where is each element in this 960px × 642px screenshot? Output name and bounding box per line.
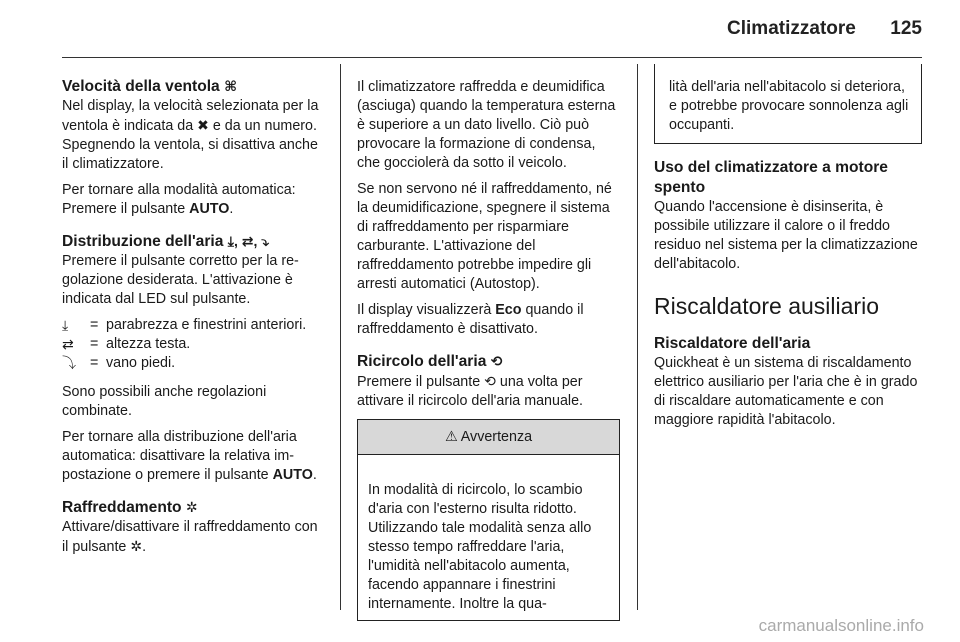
list-item: ⤓ = parabrezza e finestrini anteriori.: [62, 317, 307, 333]
snowflake-icon: ✲: [185, 499, 198, 515]
head-level-icon: ⇄: [62, 336, 74, 352]
warning-body: In modalità di ricircolo, lo scambio d'aria con l'esterno risulta ridotto. Utilizzando tale modalità senza allo stesso tempo raffreddare l'aria, l'umidità nell'abitacolo aumenta, facendo appannare i finestrini internamente. Inoltre la qua-: [368, 482, 592, 612]
air-distribution-icons: ⤓, ⇄, ⤵: [227, 233, 270, 249]
air-heater-heading: Riscaldatore dell'aria: [654, 335, 811, 352]
snowflake-icon: ✲: [130, 538, 143, 554]
warning-title: Avvertenza: [460, 429, 533, 445]
cooling-paragraph-3: Se non servono né il raffreddamento, né la deumidificazione, spegnere il sistema di raffreddamento per risparmiare carburante. L'attivazione del raffreddamento potrebbe impedire gli arresti automatici (Autostop).: [357, 181, 612, 292]
engine-off-heading: Uso del climatizzatore a motore spento: [654, 159, 888, 196]
column-divider: [340, 64, 341, 610]
page-number: 125: [890, 18, 922, 39]
fan-speed-heading: Velocità della ventola ⌘: [62, 78, 238, 95]
list-item: ⇄ = altezza testa.: [62, 336, 191, 352]
column-2: [357, 64, 620, 610]
cooling-heading: Raffreddamento ✲: [62, 499, 198, 516]
fan-icon: ⌘: [224, 78, 238, 94]
warning-icon: ⚠: [444, 429, 458, 445]
recirculation-icon: ⟲: [490, 353, 503, 369]
column-1: [62, 64, 324, 610]
warning-box: [357, 419, 620, 621]
warning-box-continued: lità dell'aria nell'abitacolo si deteriora, e potrebbe provocare sonnolenza agli occupanti.: [654, 64, 922, 144]
header-rule: [62, 57, 922, 58]
recirculation-paragraph: Premere il pulsante ⟲ una volta per attivare il ricircolo dell'aria manuale.: [357, 373, 584, 409]
recirculation-icon: ⟲: [484, 373, 496, 389]
cooling-paragraph-4: Il display visualizzerà Eco quando il raffreddamento è disattivato.: [357, 302, 584, 337]
distribution-paragraph-1: Premere il pulsante corretto per la regolazione desiderata. L'attivazione è indicata dal LED sul pulsante.: [62, 253, 299, 307]
recirculation-heading: Ricircolo dell'aria ⟲: [357, 353, 503, 370]
air-heater-paragraph: Quickheat è un sistema di riscaldamento elettrico ausiliario per l'aria che è in grado di riscaldare automaticamente e con maggiore rapidità l'abitacolo.: [654, 355, 918, 428]
auxiliary-heater-heading: Riscaldatore ausiliario: [654, 293, 879, 319]
page-header: [727, 18, 922, 48]
engine-off-paragraph: Quando l'accensione è disinserita, è possibile utilizzare il calore o il freddo residuo nel sistema per la climatizzazione dell'abitacolo.: [654, 199, 918, 272]
cooling-paragraph: Attivare/disattivare il raffreddamento con il pulsante ✲.: [62, 519, 318, 555]
column-divider: [637, 64, 638, 610]
fan-paragraph-2: Per tornare alla modalità automatica: Premere il pulsante AUTO.: [62, 182, 296, 217]
chapter-title: Climatizzatore: [727, 18, 856, 39]
warning-header: [358, 420, 619, 455]
windscreen-icon: ⤓: [62, 317, 69, 333]
column-3: [654, 64, 922, 610]
air-distribution-heading: Distribuzione dell'aria ⤓, ⇄, ⤵: [62, 233, 270, 250]
list-item: ⤵ = vano piedi.: [62, 355, 176, 371]
footwell-icon: ⤵: [62, 355, 76, 371]
distribution-list: [62, 316, 324, 373]
distribution-paragraph-3: Per tornare alla distribuzione dell'aria automatica: disattivare la relativa impostazione o premere il pulsante AUTO.: [62, 429, 317, 483]
watermark: carmanualsonline.info: [758, 616, 924, 635]
cooling-paragraph-2: Il climatizzatore raffredda e deumidifica (asciuga) quando la temperatura esterna è superiore a un dato livello. Ciò può provocare la formazione di condensa, che gocciolerà da sotto il veicolo.: [357, 79, 616, 171]
distribution-paragraph-2: Sono possibili anche regolazioni combinate.: [62, 384, 267, 419]
fan-paragraph-1: Nel display, la velocità selezionata per la ventola è indicata da ✖ e da un numero. Spegnendo la ventola, si disattiva anche il climatizzatore.: [62, 98, 319, 172]
fan-icon: ✖: [197, 117, 209, 133]
